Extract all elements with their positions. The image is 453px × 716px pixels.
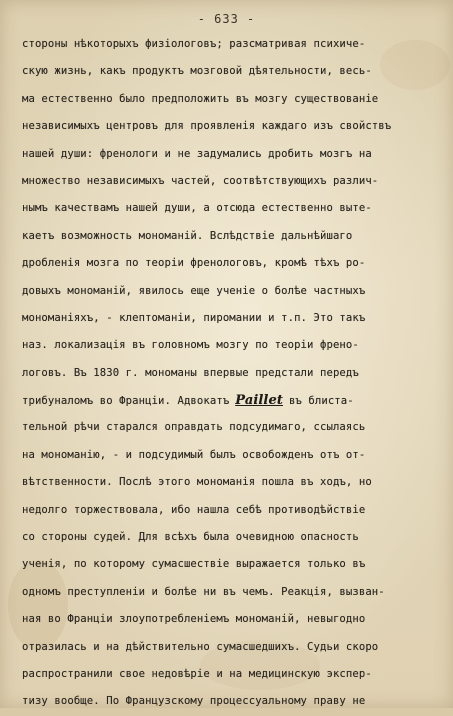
text-line: тельной рѣчи старался оправдать подсудимаго, ссылаясь <box>22 421 366 434</box>
text-line: нашей души: френологи и не задумались дробить мозгъ на <box>22 147 372 160</box>
text-line: на мономанію, - и подсудимый былъ освобожденъ отъ от- <box>22 448 366 461</box>
text-line: стороны нѣкоторыхъ физіологовъ; разсматривая психиче- <box>22 38 366 50</box>
text-line: множество независимыхъ частей, соотвѣтствующихъ различ- <box>22 174 379 187</box>
text-line: довыхъ мономаній, явилось еще ученіе о болѣе частныхъ <box>22 284 366 297</box>
text-line: тизу вообще. По Французскому процессуальному праву не <box>22 695 366 708</box>
text-line: дробленія мозга по теоріи френологовъ, кромѣ тѣхъ ро- <box>22 257 366 270</box>
text-line: независимыхъ центровъ для проявленія каждаго изъ свойствъ <box>22 120 392 133</box>
text-line: скую жизнь, какъ продуктъ мозговой дѣятельности, весь- <box>22 65 372 78</box>
text-line: каетъ возможность мономаній. Вслѣдствіе дальнѣйшаго <box>22 229 353 242</box>
text-line: недолго торжествовала, ибо нашла себѣ противодѣйствіе <box>22 503 366 516</box>
text-line: одномъ преступленіи и болѣе ни въ чемъ. Реакція, вызван- <box>22 585 385 598</box>
text-line: ма естественно было предположить въ мозгу существованіе <box>22 92 379 105</box>
text-line: распространили свое недовѣріе и на медицинскую экспер- <box>22 667 372 680</box>
handwritten-name: Paillet <box>235 393 283 409</box>
text-segment: въ блиста- <box>288 395 354 408</box>
text-line: ученія, по которому сумасшествіе выражается только въ <box>22 558 366 571</box>
typed-text-body <box>22 31 442 716</box>
text-segment: трибуналомъ во Франціи. Адвокатъ <box>22 395 230 408</box>
text-line: мономаніяхъ, - клептоманіи, пиромании и т.п. Это такъ <box>22 311 366 324</box>
text-line: логовъ. Въ 1830 г. мономаны впервые предстали передъ <box>22 366 359 379</box>
text-line: нымъ качествамъ нашей души, а отсюда естественно выте- <box>22 202 372 215</box>
text-line: со стороны судей. Для всѣхъ была очевидною опасность <box>22 531 359 544</box>
text-line: наз. локализація въ головномъ мозгу по теоріи френо- <box>22 339 359 352</box>
text-line: ная во Франціи злоупотребленіемъ мономаній, невыгодно <box>22 613 366 626</box>
page-number: - 633 - <box>197 12 256 26</box>
text-line-with-name <box>22 387 442 414</box>
text-line: вѣтственности. Послѣ этого мономанія пошла въ ходъ, но <box>22 476 372 489</box>
text-line: отразилась и на дѣйствительно сумасшедшихъ. Судьи скоро <box>22 640 379 653</box>
